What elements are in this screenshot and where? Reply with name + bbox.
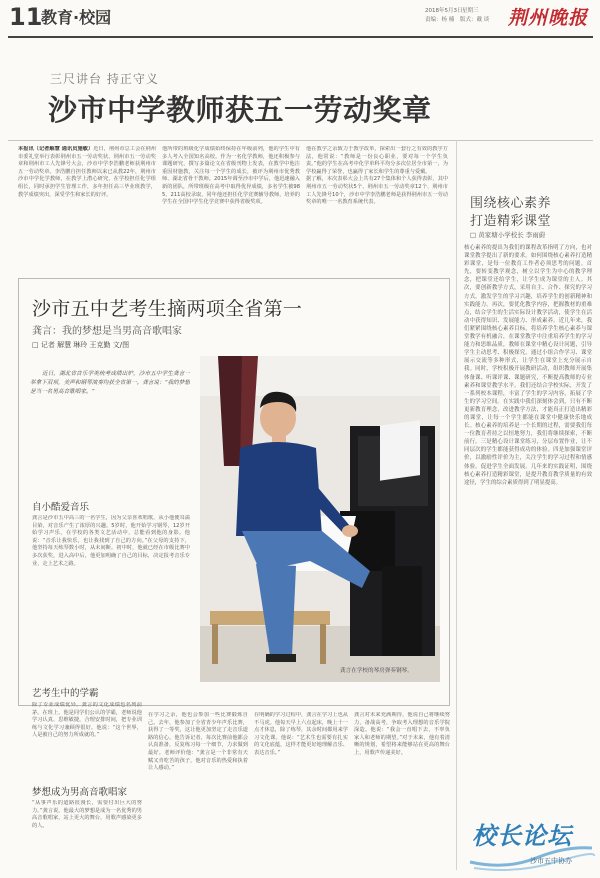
logo-text: 校长论坛 bbox=[472, 821, 572, 850]
lead-col-3 bbox=[306, 146, 448, 262]
feature-section-body-3 bbox=[32, 800, 142, 870]
feature-section-heading-2: 艺考生中的学霸 bbox=[32, 688, 99, 699]
lead-kicker: 三尺讲台 持正守义 bbox=[50, 72, 159, 86]
feature-title: 沙市五中艺考生摘两项全省第一 bbox=[32, 298, 303, 320]
issue-date: 2018年5月3日 bbox=[425, 8, 463, 14]
student-piano-photo bbox=[200, 356, 440, 682]
newspaper-masthead: 荆州晚报 bbox=[508, 7, 589, 29]
lead-top-rule bbox=[8, 140, 593, 141]
feature-intro-quote bbox=[30, 370, 190, 430]
feature-photo bbox=[200, 356, 440, 682]
feature-section-heading-1: 自小酷爱音乐 bbox=[32, 502, 90, 513]
lead-col-2 bbox=[162, 146, 300, 262]
sidebar-divider bbox=[456, 140, 457, 870]
feature-intro-text: 近日，湖北省音乐学类统考成绩出炉，沙市五中学生龚言一举拿下双项，美声和钢琴演奏均获全省第一。龚言说：“我的梦想是当一名男高音歌唱家。” bbox=[30, 371, 190, 395]
page-number: 11 bbox=[9, 3, 43, 31]
feature-section-text-2: 除了专业成绩优异，龚言的文化成绩也名列前茅。在班上，他是同学们公认的学霸，老师说他学习认真、思维敏捷，合理安排时间，把专业训练与文化学习兼顾得很好。他说：“这个世界，人是被自己的努力所成就的。” bbox=[32, 702, 142, 739]
feature-col-3 bbox=[254, 712, 348, 872]
feature-col-4 bbox=[354, 712, 450, 872]
issue-weekday: 星期三 bbox=[462, 8, 479, 14]
feature-subtitle: 龚言：我的梦想是当男高音歌唱家 bbox=[32, 326, 182, 337]
feature-col-2-text: 在学习之余，他也会参加一些比赛锻炼自己。去年，他参加了全省青少年声乐比赛，获得了一等奖，这让他更加坚定了走音乐道路的信心。他告诉记者，每次比赛前他都会认真准备，反复练习每一个细节，力求做到最好。老师评价他：“龚言是一个非常有天赋又肯吃苦的孩子，他对音乐的热爱和执着让人感动。” bbox=[148, 712, 248, 772]
feature-section-body-1 bbox=[32, 515, 190, 650]
section-name: 教育·校园 bbox=[41, 8, 112, 27]
lead-paragraph-1: 近日，荆州市总工会在荆州市委礼堂举行表彰荆州市五一劳动奖状、荆州市五一劳动奖章和荆州市工人先锋号大会，沙市中学李浩鹏老师获荆州市五一劳动奖章。李浩鹏自担任教师以来已从教22年，荆州市沙市中学化学教师，在教学上潜心研究，在学校担任化学组组长，同时承担学生管理工作，多年担任高三毕业班教学，教学成绩突出，深受学生和家长的好评。 bbox=[18, 146, 156, 198]
feature-section-body-2 bbox=[32, 702, 142, 788]
sidebar-author: □ 黄家塘小学校长 李雨蔚 bbox=[470, 231, 546, 239]
feature-col-4-text: 龚言对未来充满期待，他说自己将继续努力，备战高考，争取考入理想的音乐学院深造。他说：“我会一直唱下去，不辜负家人和老师的期望。”对于未来，他有着清晰的规划，希望将来能够站在更高的舞台上，用歌声传递美好。 bbox=[354, 712, 450, 756]
principal-forum-logo bbox=[466, 812, 596, 874]
sidebar-title-2: 打造精彩课堂 bbox=[470, 214, 552, 229]
lead-paragraph-3: 他在教学之余致力于教学改革，探索出一套行之有效的教学方法，他常说：“教师是一份良心职业，要对每一个学生负责。”他的学生在高考中化学单科平均分多次位居全市第一，为学校赢得了荣誉，也赢得了家长和学生的尊重与爱戴。 bbox=[306, 146, 448, 175]
sidebar-body-text: 核心素养的提出为我们的课程改革指明了方向，也对课堂教学提出了新的要求。如何围绕核心素养打造精彩课堂，是每一位教育工作者必须思考的问题。首先，要转变教学观念，树立以学生为中心的教学理念，把课堂还给学生，让学生成为课堂的主人。其次，要创新教学方式，采用自主、合作、探究的学习方式，激发学生的学习兴趣，培养学生的创新精神和实践能力。再次，要优化教学内容，把握教材的重难点，结合学生的生活实际设计教学活动，使学生在活动中获得知识、发展能力、形成素养。近几年来，我们紧紧围绕核心素养目标，将培养学生核心素养与课堂教学有机融合，在课堂教学中注重培养学生的学习能力和思维品质，教师在课堂中精心设计问题，引导学生主动思考、积极探究，通过小组合作学习、课堂展示交流等多种形式，让学生在课堂上充分展示自我。同时，学校积极开展教研活动，组织教师开展集体备课、听课评课、课题研究，不断提高教师的专业素养和课堂教学水平。我们还结合学校实际，开发了一系列校本课程，丰富了学生的学习内容，拓展了学生的学习空间。在实践中我们深刻体会到，只有不断更新教育理念，改进教学方法，才能真正打造出精彩的课堂，让每一个学生都能在课堂中健康快乐地成长。核心素养的培养是一个长期的过程，需要我们每一位教育者持之以恒地努力，我们将继续探索，不断前行。三是精心设计课堂练习，分层布置作业，让不同层次的学生都能获得成功的体验。四是加强课堂评价，以激励性评价为主，关注学生的学习过程和情感体验，促进学生全面发展。几年来的实践证明，围绕核心素养打造精彩课堂，是提升教育教学质量的有效途径，学生的综合素质得到了明显提高。 bbox=[464, 245, 592, 486]
sidebar-body bbox=[464, 244, 592, 814]
header-rule bbox=[8, 36, 593, 38]
designer-credit: 版式：戴 谈 bbox=[460, 17, 490, 23]
feature-section-text-1: 龚言是沙市五中高三的一名学生，因为父亲喜欢唱歌，从小他便耳濡目染，对音乐产生了浓厚的兴趣。5岁时，他开始学习钢琴，12岁开始学习声乐，在学校的各类文艺活动中，总能看到他的身影。他说：“音乐让我快乐，也让我找到了自己的方向。”在父母的支持下，他坚持每天练琴数小时，从未间断。初中时，他就已经在市级比赛中多次获奖，进入高中后，他更加明确了自己的目标，决定报考音乐专业，走上艺术之路。 bbox=[32, 515, 190, 567]
editor-credit: 责编：杨 楠 bbox=[425, 17, 455, 23]
lead-paragraph-4: 据了解，本次表彰大会上共有27个集体和个人获得表彰，其中荆州市五一劳动奖状5个、荆州市五一劳动奖章12个、荆州市工人先锋号10个，沙市中学李浩鹏老师是获得荆州市五一劳动奖章的唯一一名教育系统代表。 bbox=[306, 176, 448, 206]
lead-byline: 本报讯（记者解慧 通讯员施敏） bbox=[18, 146, 94, 152]
sidebar-title-1: 围绕核心素养 bbox=[470, 196, 552, 211]
feature-section-text-3: “从事声乐的道路很漫长，需要付出巨大的努力。”龚言说，他最大的梦想是成为一名优秀的男高音歌唱家，站上更大的舞台，用歌声感染更多的人。 bbox=[32, 800, 142, 829]
lead-headline: 沙市中学教师获五一劳动奖章 bbox=[48, 93, 432, 127]
lead-paragraph-2: 他所带的班级化学成绩始终保持在年级前列，他的学生中有多人考入全国知名高校。作为一名化学教师，他还积极参与课题研究，撰写多篇论文在省级刊物上发表，在教学中他注重因材施教，关注每一个学生的成长，被评为荆州市优秀教师、湖北省骨干教师。2015年调至沙市中学后，他迅速融入新的团队，所带班级在高考中取得优异成绩，多名学生被985、211高校录取，同年他还担任化学竞赛辅导教师，培养的学生在全国中学生化学竞赛中获得省级奖项。 bbox=[162, 146, 300, 206]
lead-col-1 bbox=[18, 146, 156, 262]
feature-byline: □ 记者 解慧 琳玲 王克勤 文/图 bbox=[32, 341, 130, 349]
feature-section-heading-3: 梦想成为男高音歌唱家 bbox=[32, 787, 128, 798]
logo-subtext: 沙市五中协办 bbox=[530, 857, 572, 865]
feature-col-2 bbox=[148, 712, 248, 872]
feature-col-3-text: 在明确的学习过程中，龚言在学习上也从不马虎。他每天早上六点起床，晚上十一点才休息，除了练琴，其余时间都用来学习文化课。他说：“艺术生也需要有扎实的文化底蕴，这样才能更好地理解音乐、表达音乐。” bbox=[254, 712, 348, 756]
photo-caption: 龚言在学校的琴房弹奏钢琴。 bbox=[340, 668, 413, 674]
